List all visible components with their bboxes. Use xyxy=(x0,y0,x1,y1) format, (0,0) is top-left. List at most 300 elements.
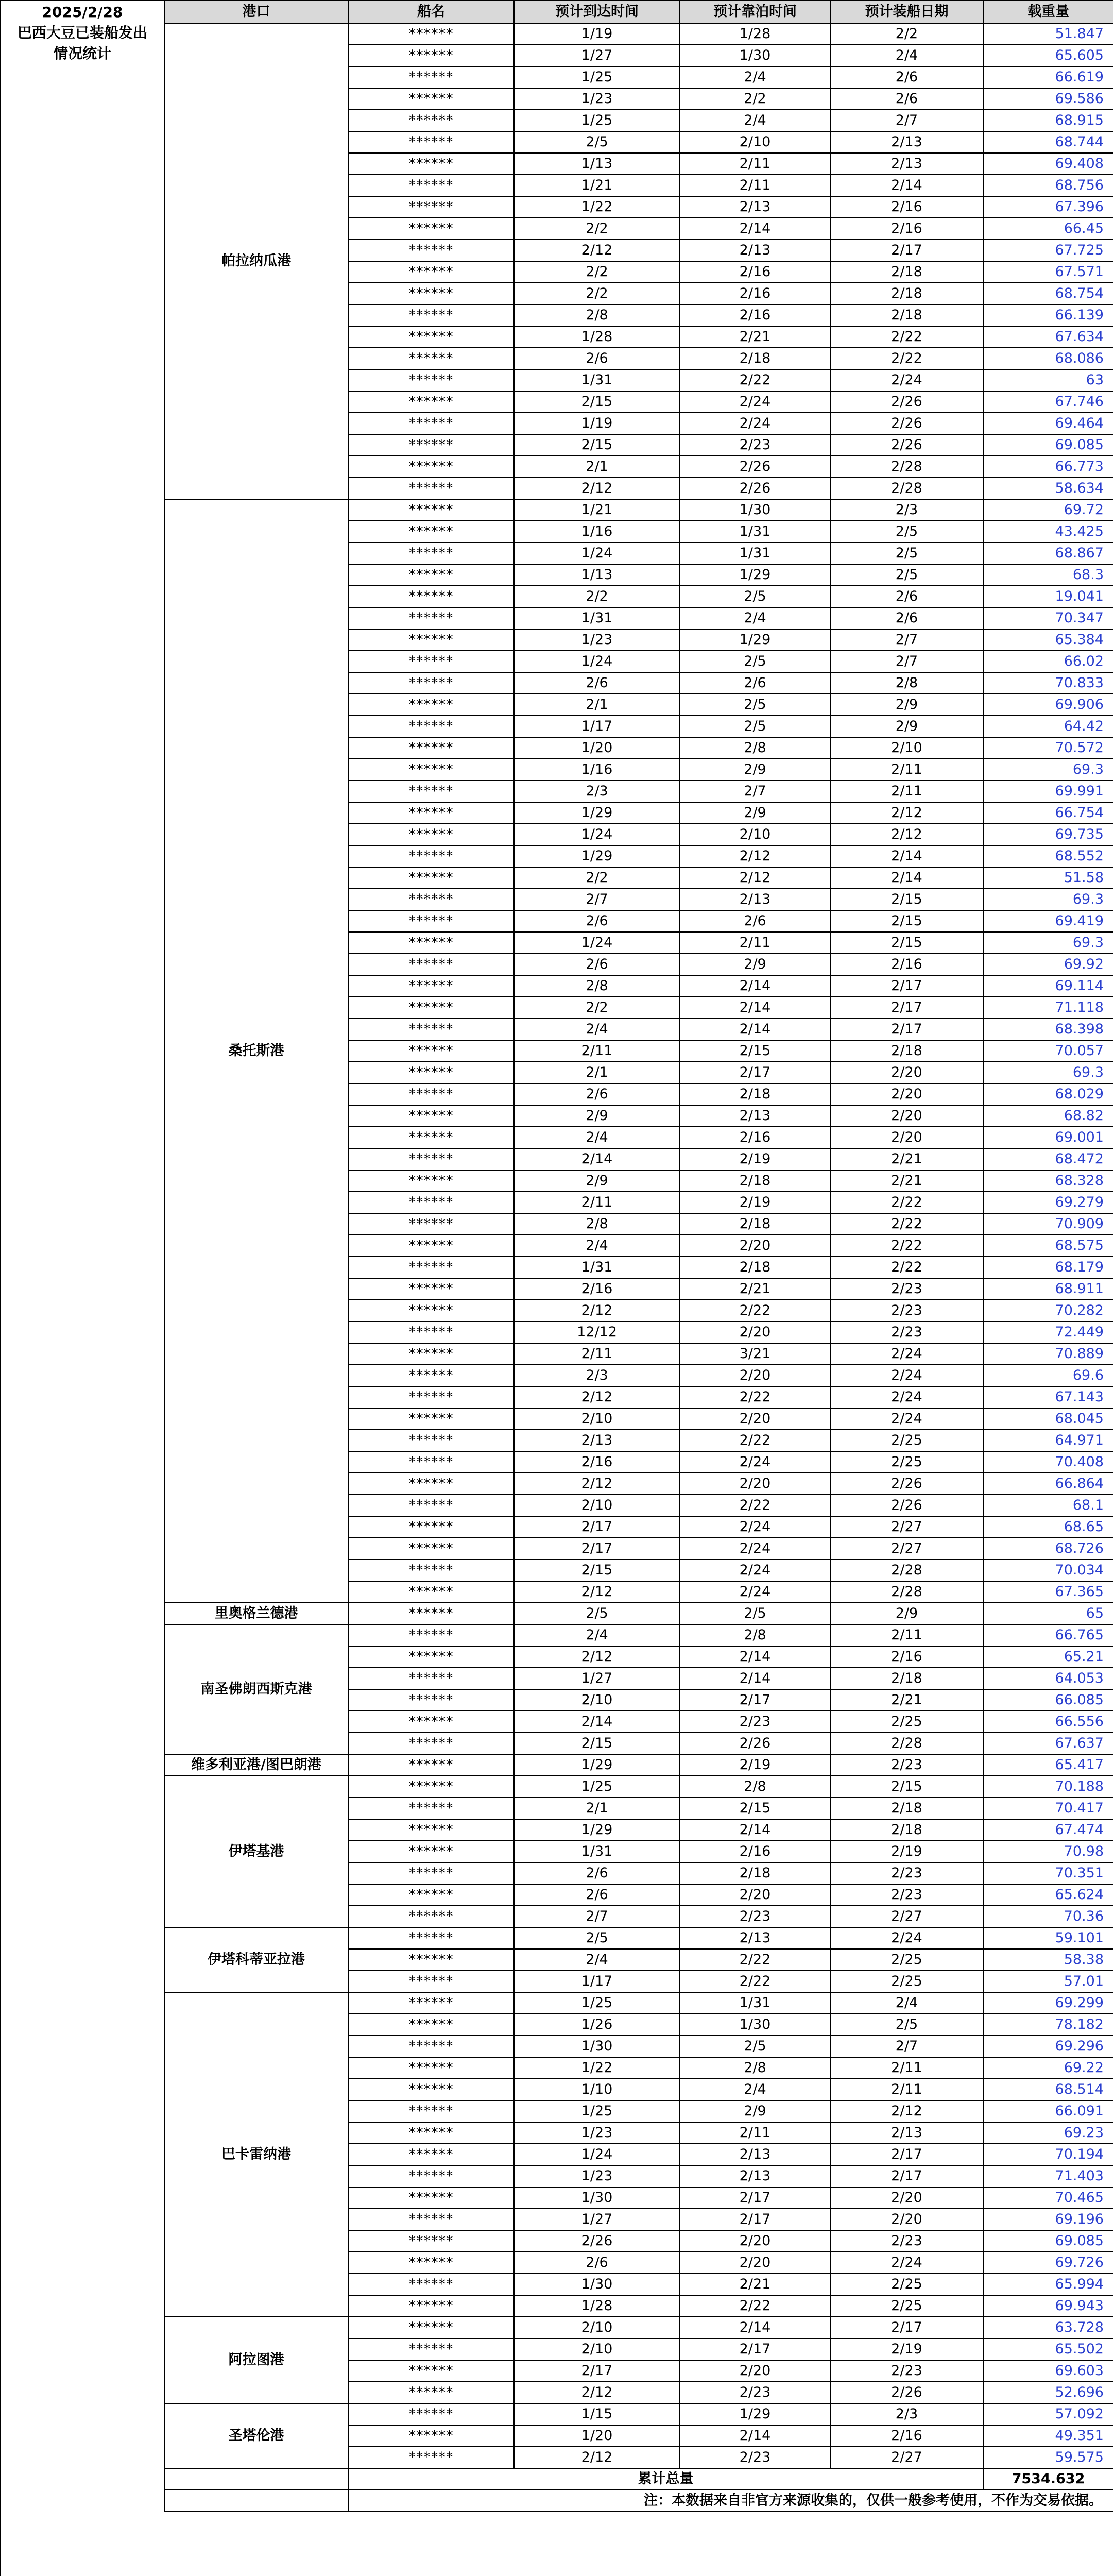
load-date-cell: 2/25 xyxy=(830,1949,983,1971)
eta-cell: 2/5 xyxy=(514,1927,680,1949)
ship-name-cell: ****** xyxy=(348,2209,514,2230)
note-row xyxy=(164,2490,1113,2512)
tonnage-cell: 69.085 xyxy=(983,2230,1113,2252)
load-date-cell: 2/7 xyxy=(830,629,983,651)
load-date-cell: 2/23 xyxy=(830,1321,983,1343)
etb-cell: 2/6 xyxy=(680,910,830,932)
tonnage-cell: 68.328 xyxy=(983,1170,1113,1192)
load-date-cell: 2/22 xyxy=(830,1192,983,1213)
ship-name-cell: ****** xyxy=(348,2447,514,2468)
load-date-cell: 2/26 xyxy=(830,413,983,434)
tonnage-cell: 68.472 xyxy=(983,1148,1113,1170)
ship-name-cell: ****** xyxy=(348,1884,514,1906)
header-port: 港口 xyxy=(164,1,348,23)
eta-cell: 2/4 xyxy=(514,1127,680,1148)
etb-cell: 1/29 xyxy=(680,2403,830,2425)
tonnage-cell: 68.754 xyxy=(983,283,1113,304)
etb-cell: 2/11 xyxy=(680,2122,830,2144)
eta-cell: 2/11 xyxy=(514,1192,680,1213)
eta-cell: 2/11 xyxy=(514,1343,680,1365)
etb-cell: 2/10 xyxy=(680,824,830,845)
load-date-cell: 2/20 xyxy=(830,2187,983,2209)
tonnage-cell: 69.001 xyxy=(983,1127,1113,1148)
etb-cell: 2/16 xyxy=(680,261,830,283)
ship-name-cell: ****** xyxy=(348,1321,514,1343)
load-date-cell: 2/23 xyxy=(830,1862,983,1884)
report-title-line1: 巴西大豆已装船发出 xyxy=(17,24,147,41)
etb-cell: 2/17 xyxy=(680,1689,830,1711)
load-date-cell: 2/5 xyxy=(830,521,983,543)
etb-cell: 2/8 xyxy=(680,1624,830,1646)
load-date-cell: 2/25 xyxy=(830,1430,983,1451)
eta-cell: 1/15 xyxy=(514,2403,680,2425)
load-date-cell: 2/24 xyxy=(830,1408,983,1430)
tonnage-cell: 69.279 xyxy=(983,1192,1113,1213)
etb-cell: 2/14 xyxy=(680,218,830,240)
load-date-cell: 2/17 xyxy=(830,1019,983,1040)
eta-cell: 2/1 xyxy=(514,1798,680,1819)
eta-cell: 2/6 xyxy=(514,1884,680,1906)
ship-name-cell: ****** xyxy=(348,1516,514,1538)
ship-name-cell: ****** xyxy=(348,283,514,304)
eta-cell: 2/2 xyxy=(514,218,680,240)
ship-name-cell: ****** xyxy=(348,1235,514,1257)
ship-name-cell: ****** xyxy=(348,434,514,456)
load-date-cell: 2/27 xyxy=(830,1906,983,1927)
eta-cell: 2/15 xyxy=(514,1560,680,1581)
ship-name-cell: ****** xyxy=(348,737,514,759)
ship-name-cell: ****** xyxy=(348,88,514,110)
tonnage-cell: 68.1 xyxy=(983,1495,1113,1516)
eta-cell: 1/25 xyxy=(514,66,680,88)
ship-name-cell: ****** xyxy=(348,2360,514,2382)
port-name-cell: 里奥格兰德港 xyxy=(164,1603,348,1624)
etb-cell: 2/26 xyxy=(680,456,830,478)
load-date-cell: 2/13 xyxy=(830,2122,983,2144)
tonnage-cell: 64.42 xyxy=(983,716,1113,737)
ship-name-cell: ****** xyxy=(348,694,514,716)
eta-cell: 2/9 xyxy=(514,1105,680,1127)
load-date-cell: 2/23 xyxy=(830,1278,983,1300)
ship-name-cell: ****** xyxy=(348,1083,514,1105)
etb-cell: 2/9 xyxy=(680,802,830,824)
etb-cell: 2/4 xyxy=(680,110,830,131)
eta-cell: 1/19 xyxy=(514,23,680,45)
ship-name-cell: ****** xyxy=(348,607,514,629)
ship-name-cell: ****** xyxy=(348,1927,514,1949)
load-date-cell: 2/27 xyxy=(830,1516,983,1538)
eta-cell: 1/31 xyxy=(514,1257,680,1278)
tonnage-cell: 69.23 xyxy=(983,2122,1113,2144)
eta-cell: 2/2 xyxy=(514,867,680,889)
load-date-cell: 2/15 xyxy=(830,889,983,910)
etb-cell: 2/21 xyxy=(680,326,830,348)
table-row xyxy=(164,2317,1113,2338)
etb-cell: 1/31 xyxy=(680,543,830,564)
eta-cell: 1/31 xyxy=(514,607,680,629)
load-date-cell: 2/11 xyxy=(830,1624,983,1646)
etb-cell: 2/2 xyxy=(680,88,830,110)
eta-cell: 1/30 xyxy=(514,2187,680,2209)
tonnage-cell: 70.465 xyxy=(983,2187,1113,2209)
load-date-cell: 2/14 xyxy=(830,867,983,889)
etb-cell: 2/11 xyxy=(680,932,830,954)
eta-cell: 2/10 xyxy=(514,2338,680,2360)
ship-name-cell: ****** xyxy=(348,1451,514,1473)
load-date-cell: 2/27 xyxy=(830,1538,983,1560)
report-title-line2: 情况统计 xyxy=(53,45,111,62)
table-row xyxy=(164,1603,1113,1624)
table-row xyxy=(164,23,1113,45)
tonnage-cell: 68.045 xyxy=(983,1408,1113,1430)
ship-name-cell: ****** xyxy=(348,997,514,1019)
eta-cell: 1/27 xyxy=(514,2209,680,2230)
tonnage-cell: 65.994 xyxy=(983,2274,1113,2295)
ship-name-cell: ****** xyxy=(348,175,514,196)
eta-cell: 2/6 xyxy=(514,348,680,369)
load-date-cell: 2/20 xyxy=(830,2209,983,2230)
etb-cell: 2/19 xyxy=(680,1148,830,1170)
load-date-cell: 2/22 xyxy=(830,326,983,348)
tonnage-cell: 64.053 xyxy=(983,1668,1113,1689)
eta-cell: 12/12 xyxy=(514,1321,680,1343)
etb-cell: 2/20 xyxy=(680,1235,830,1257)
tonnage-cell: 69.3 xyxy=(983,889,1113,910)
load-date-cell: 2/26 xyxy=(830,391,983,413)
eta-cell: 2/17 xyxy=(514,1538,680,1560)
ship-name-cell: ****** xyxy=(348,1538,514,1560)
tonnage-cell: 68.514 xyxy=(983,2079,1113,2100)
port-name-cell: 阿拉图港 xyxy=(164,2317,348,2403)
tonnage-cell: 57.01 xyxy=(983,1971,1113,1992)
load-date-cell: 2/16 xyxy=(830,196,983,218)
load-date-cell: 2/18 xyxy=(830,283,983,304)
eta-cell: 1/27 xyxy=(514,1668,680,1689)
ship-name-cell: ****** xyxy=(348,1971,514,1992)
eta-cell: 1/24 xyxy=(514,543,680,564)
load-date-cell: 2/23 xyxy=(830,1884,983,1906)
etb-cell: 2/13 xyxy=(680,1927,830,1949)
ship-name-cell: ****** xyxy=(348,2230,514,2252)
eta-cell: 2/10 xyxy=(514,1689,680,1711)
load-date-cell: 2/16 xyxy=(830,218,983,240)
load-date-cell: 2/17 xyxy=(830,2317,983,2338)
etb-cell: 2/20 xyxy=(680,2252,830,2274)
eta-cell: 1/28 xyxy=(514,326,680,348)
ship-name-cell: ****** xyxy=(348,2187,514,2209)
eta-cell: 1/13 xyxy=(514,153,680,175)
ship-name-cell: ****** xyxy=(348,478,514,499)
etb-cell: 2/17 xyxy=(680,2338,830,2360)
etb-cell: 2/14 xyxy=(680,1668,830,1689)
etb-cell: 2/18 xyxy=(680,1213,830,1235)
load-date-cell: 2/24 xyxy=(830,1365,983,1386)
tonnage-cell: 63 xyxy=(983,369,1113,391)
tonnage-cell: 67.725 xyxy=(983,240,1113,261)
eta-cell: 1/20 xyxy=(514,2425,680,2447)
ship-name-cell: ****** xyxy=(348,1105,514,1127)
ship-name-cell: ****** xyxy=(348,759,514,781)
ship-name-cell: ****** xyxy=(348,629,514,651)
etb-cell: 1/31 xyxy=(680,1992,830,2014)
tonnage-cell: 68.029 xyxy=(983,1083,1113,1105)
tonnage-cell: 65.605 xyxy=(983,45,1113,66)
eta-cell: 2/5 xyxy=(514,1603,680,1624)
eta-cell: 2/6 xyxy=(514,672,680,694)
etb-cell: 2/5 xyxy=(680,586,830,607)
etb-cell: 2/8 xyxy=(680,737,830,759)
eta-cell: 2/6 xyxy=(514,2252,680,2274)
etb-cell: 2/19 xyxy=(680,1754,830,1776)
eta-cell: 1/23 xyxy=(514,2122,680,2144)
load-date-cell: 2/5 xyxy=(830,2014,983,2036)
eta-cell: 2/4 xyxy=(514,1235,680,1257)
eta-cell: 2/10 xyxy=(514,1408,680,1430)
tonnage-cell: 70.408 xyxy=(983,1451,1113,1473)
load-date-cell: 2/6 xyxy=(830,607,983,629)
ship-name-cell: ****** xyxy=(348,2317,514,2338)
load-date-cell: 2/18 xyxy=(830,1819,983,1841)
eta-cell: 2/10 xyxy=(514,1495,680,1516)
tonnage-cell: 70.833 xyxy=(983,672,1113,694)
eta-cell: 1/17 xyxy=(514,716,680,737)
eta-cell: 1/29 xyxy=(514,802,680,824)
load-date-cell: 2/12 xyxy=(830,824,983,845)
ship-name-cell: ****** xyxy=(348,2403,514,2425)
tonnage-cell: 70.572 xyxy=(983,737,1113,759)
tonnage-cell: 58.634 xyxy=(983,478,1113,499)
eta-cell: 2/1 xyxy=(514,456,680,478)
tonnage-cell: 58.38 xyxy=(983,1949,1113,1971)
load-date-cell: 2/24 xyxy=(830,2252,983,2274)
ship-name-cell: ****** xyxy=(348,2079,514,2100)
load-date-cell: 2/25 xyxy=(830,2295,983,2317)
etb-cell: 2/24 xyxy=(680,1538,830,1560)
etb-cell: 1/30 xyxy=(680,499,830,521)
etb-cell: 1/28 xyxy=(680,23,830,45)
load-date-cell: 2/17 xyxy=(830,2165,983,2187)
load-date-cell: 2/28 xyxy=(830,1733,983,1754)
etb-cell: 2/20 xyxy=(680,2360,830,2382)
load-date-cell: 2/18 xyxy=(830,1668,983,1689)
load-date-cell: 2/21 xyxy=(830,1148,983,1170)
etb-cell: 2/20 xyxy=(680,1321,830,1343)
eta-cell: 1/27 xyxy=(514,45,680,66)
load-date-cell: 2/28 xyxy=(830,478,983,499)
tonnage-cell: 71.118 xyxy=(983,997,1113,1019)
etb-cell: 2/5 xyxy=(680,651,830,672)
eta-cell: 2/12 xyxy=(514,478,680,499)
ship-name-cell: ****** xyxy=(348,889,514,910)
load-date-cell: 2/7 xyxy=(830,651,983,672)
load-date-cell: 2/23 xyxy=(830,2360,983,2382)
ship-name-cell: ****** xyxy=(348,2382,514,2403)
ship-name-cell: ****** xyxy=(348,110,514,131)
ship-name-cell: ****** xyxy=(348,1560,514,1581)
tonnage-cell: 66.085 xyxy=(983,1689,1113,1711)
tonnage-cell: 66.139 xyxy=(983,304,1113,326)
ship-name-cell: ****** xyxy=(348,802,514,824)
tonnage-cell: 72.449 xyxy=(983,1321,1113,1343)
report-date: 2025/2/28 xyxy=(42,4,123,21)
load-date-cell: 2/25 xyxy=(830,1451,983,1473)
eta-cell: 1/23 xyxy=(514,629,680,651)
ship-name-cell: ****** xyxy=(348,1170,514,1192)
tonnage-cell: 68.867 xyxy=(983,543,1113,564)
ship-name-cell: ****** xyxy=(348,391,514,413)
etb-cell: 2/23 xyxy=(680,434,830,456)
load-date-cell: 2/18 xyxy=(830,304,983,326)
total-row xyxy=(164,2468,1113,2490)
load-date-cell: 2/6 xyxy=(830,586,983,607)
etb-cell: 2/13 xyxy=(680,240,830,261)
eta-cell: 1/17 xyxy=(514,1971,680,1992)
ship-name-cell: ****** xyxy=(348,196,514,218)
etb-cell: 2/13 xyxy=(680,2165,830,2187)
etb-cell: 2/6 xyxy=(680,672,830,694)
load-date-cell: 2/12 xyxy=(830,802,983,824)
load-date-cell: 2/24 xyxy=(830,1386,983,1408)
eta-cell: 2/2 xyxy=(514,586,680,607)
tonnage-cell: 67.571 xyxy=(983,261,1113,283)
ship-name-cell: ****** xyxy=(348,326,514,348)
ship-name-cell: ****** xyxy=(348,1992,514,2014)
etb-cell: 1/29 xyxy=(680,564,830,586)
ship-name-cell: ****** xyxy=(348,1365,514,1386)
ship-name-cell: ****** xyxy=(348,910,514,932)
tonnage-cell: 69.196 xyxy=(983,2209,1113,2230)
ship-name-cell: ****** xyxy=(348,975,514,997)
etb-cell: 2/4 xyxy=(680,66,830,88)
tonnage-cell: 63.728 xyxy=(983,2317,1113,2338)
ship-name-cell: ****** xyxy=(348,1148,514,1170)
tonnage-cell: 70.034 xyxy=(983,1560,1113,1581)
etb-cell: 2/13 xyxy=(680,889,830,910)
etb-cell: 2/22 xyxy=(680,1300,830,1321)
eta-cell: 1/16 xyxy=(514,521,680,543)
eta-cell: 1/22 xyxy=(514,196,680,218)
table-row xyxy=(164,1927,1113,1949)
tonnage-cell: 66.02 xyxy=(983,651,1113,672)
tonnage-cell: 69.3 xyxy=(983,759,1113,781)
eta-cell: 1/24 xyxy=(514,2144,680,2165)
ship-name-cell: ****** xyxy=(348,1949,514,1971)
ship-name-cell: ****** xyxy=(348,1192,514,1213)
header-ship-name: 船名 xyxy=(348,1,514,23)
tonnage-cell: 69.419 xyxy=(983,910,1113,932)
ship-name-cell: ****** xyxy=(348,1300,514,1321)
tonnage-cell: 70.417 xyxy=(983,1798,1113,1819)
etb-cell: 2/5 xyxy=(680,1603,830,1624)
tonnage-cell: 66.619 xyxy=(983,66,1113,88)
etb-cell: 2/14 xyxy=(680,975,830,997)
tonnage-cell: 69.735 xyxy=(983,824,1113,845)
tonnage-cell: 67.474 xyxy=(983,1819,1113,1841)
tonnage-cell: 69.296 xyxy=(983,2036,1113,2057)
ship-name-cell: ****** xyxy=(348,1711,514,1733)
ship-name-cell: ****** xyxy=(348,586,514,607)
eta-cell: 2/12 xyxy=(514,1581,680,1603)
tonnage-cell: 19.041 xyxy=(983,586,1113,607)
tonnage-cell: 68.3 xyxy=(983,564,1113,586)
ship-name-cell: ****** xyxy=(348,824,514,845)
port-name-cell: 伊塔科蒂亚拉港 xyxy=(164,1927,348,1992)
tonnage-cell: 59.575 xyxy=(983,2447,1113,2468)
ship-name-cell: ****** xyxy=(348,1624,514,1646)
load-date-cell: 2/5 xyxy=(830,564,983,586)
etb-cell: 2/18 xyxy=(680,1862,830,1884)
tonnage-cell: 69.6 xyxy=(983,1365,1113,1386)
etb-cell: 2/14 xyxy=(680,2317,830,2338)
etb-cell: 2/8 xyxy=(680,1776,830,1798)
ship-name-cell: ****** xyxy=(348,2057,514,2079)
eta-cell: 2/4 xyxy=(514,1624,680,1646)
tonnage-cell: 68.398 xyxy=(983,1019,1113,1040)
tonnage-cell: 66.45 xyxy=(983,218,1113,240)
eta-cell: 1/31 xyxy=(514,1841,680,1862)
tonnage-cell: 68.726 xyxy=(983,1538,1113,1560)
eta-cell: 2/5 xyxy=(514,131,680,153)
tonnage-cell: 66.091 xyxy=(983,2100,1113,2122)
tonnage-cell: 65.502 xyxy=(983,2338,1113,2360)
eta-cell: 1/16 xyxy=(514,759,680,781)
etb-cell: 2/5 xyxy=(680,2036,830,2057)
tonnage-cell: 68.744 xyxy=(983,131,1113,153)
etb-cell: 2/14 xyxy=(680,1019,830,1040)
etb-cell: 2/21 xyxy=(680,1278,830,1300)
ship-name-cell: ****** xyxy=(348,2295,514,2317)
etb-cell: 2/8 xyxy=(680,2057,830,2079)
load-date-cell: 2/7 xyxy=(830,110,983,131)
table-row xyxy=(164,1624,1113,1646)
load-date-cell: 2/28 xyxy=(830,1581,983,1603)
eta-cell: 2/4 xyxy=(514,1949,680,1971)
load-date-cell: 2/12 xyxy=(830,2100,983,2122)
eta-cell: 2/12 xyxy=(514,240,680,261)
eta-cell: 2/8 xyxy=(514,1213,680,1235)
load-date-cell: 2/18 xyxy=(830,1040,983,1062)
tonnage-cell: 67.143 xyxy=(983,1386,1113,1408)
tonnage-cell: 57.092 xyxy=(983,2403,1113,2425)
tonnage-cell: 71.403 xyxy=(983,2165,1113,2187)
etb-cell: 2/24 xyxy=(680,391,830,413)
ship-name-cell: ****** xyxy=(348,672,514,694)
eta-cell: 2/6 xyxy=(514,1083,680,1105)
etb-cell: 2/22 xyxy=(680,1386,830,1408)
tonnage-cell: 70.347 xyxy=(983,607,1113,629)
load-date-cell: 2/20 xyxy=(830,1083,983,1105)
eta-cell: 2/13 xyxy=(514,1430,680,1451)
table-row xyxy=(164,1992,1113,2014)
ship-name-cell: ****** xyxy=(348,1581,514,1603)
ship-name-cell: ****** xyxy=(348,348,514,369)
eta-cell: 2/3 xyxy=(514,781,680,802)
tonnage-cell: 67.396 xyxy=(983,196,1113,218)
eta-cell: 1/30 xyxy=(514,2036,680,2057)
etb-cell: 2/9 xyxy=(680,954,830,975)
etb-cell: 2/20 xyxy=(680,1473,830,1495)
etb-cell: 2/18 xyxy=(680,1083,830,1105)
etb-cell: 2/5 xyxy=(680,694,830,716)
eta-cell: 2/17 xyxy=(514,1516,680,1538)
ship-name-cell: ****** xyxy=(348,1819,514,1841)
ship-name-cell: ****** xyxy=(348,1733,514,1754)
load-date-cell: 2/27 xyxy=(830,2447,983,2468)
load-date-cell: 2/3 xyxy=(830,2403,983,2425)
ship-name-cell: ****** xyxy=(348,304,514,326)
tonnage-cell: 69.114 xyxy=(983,975,1113,997)
load-date-cell: 2/16 xyxy=(830,2425,983,2447)
